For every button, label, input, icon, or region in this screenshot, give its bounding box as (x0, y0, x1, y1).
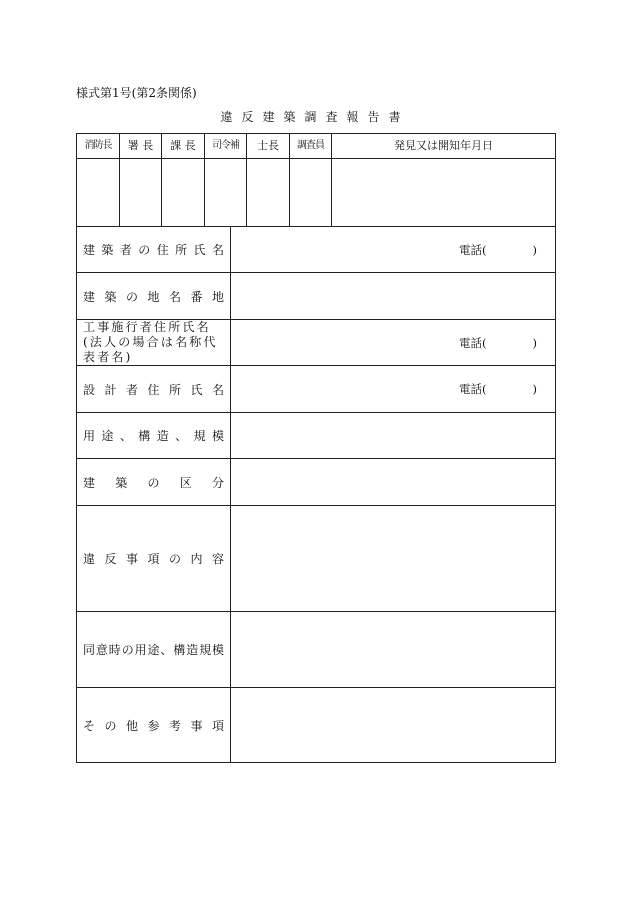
row-label: 用途、構造、規模 (77, 413, 231, 458)
phone-label: 電話( ) (459, 382, 537, 396)
approval-stamp-box[interactable] (205, 159, 246, 226)
discovery-date-label: 発見又は開知年月日 (332, 134, 555, 159)
approval-stamp-box[interactable] (162, 159, 204, 226)
approval-stamp-box[interactable] (290, 159, 331, 226)
approval-column-station-chief (120, 134, 162, 226)
row-use-structure-scale (77, 413, 555, 459)
row-label: 建築の地名番地 (77, 273, 231, 319)
discovery-date-column (332, 134, 555, 226)
row-approval-use-structure (77, 612, 555, 688)
builder-field[interactable] (231, 227, 555, 272)
approval-column-senior-firefighter (247, 134, 290, 226)
approval-label: 士長 (247, 134, 289, 159)
phone-label: 電話( ) (459, 242, 537, 257)
building-category-field[interactable] (231, 459, 555, 505)
row-violation-details (77, 506, 555, 612)
row-label: 設計者住所氏名 (77, 366, 231, 412)
row-contractor (77, 320, 555, 366)
row-label: 建築者の住所氏名 (77, 227, 231, 272)
row-label: 建築の区分 (77, 459, 231, 505)
violation-details-field[interactable] (231, 506, 555, 611)
approval-column-section-chief (162, 134, 205, 226)
designer-field[interactable] (231, 366, 555, 412)
row-designer (77, 366, 555, 413)
form-number: 様式第1号(第2条関係) (76, 86, 197, 100)
approval-table (76, 133, 556, 226)
approval-column-commander-assistant (205, 134, 247, 226)
row-other-notes (77, 688, 555, 762)
row-label: 工事施行者住所氏名(法人の場合は名称代表者名) (77, 320, 231, 365)
row-label: 違反事項の内容 (77, 506, 231, 611)
row-builder (77, 227, 555, 273)
phone-label: 電話( ) (459, 335, 537, 350)
row-label: 同意時の用途、構造規模 (77, 612, 231, 687)
site-address-field[interactable] (231, 273, 555, 319)
document-title: 違反建築調査報告書 (220, 110, 410, 124)
approval-column-fire-chief (77, 134, 120, 226)
approval-label: 署 長 (120, 134, 161, 159)
approval-stamp-box[interactable] (120, 159, 161, 226)
approval-use-structure-field[interactable] (231, 612, 555, 687)
row-site-address (77, 273, 555, 320)
report-table (76, 226, 556, 763)
contractor-field[interactable] (231, 320, 555, 365)
discovery-date-field[interactable] (332, 159, 555, 226)
row-label: その他参考事項 (77, 688, 231, 762)
row-building-category (77, 459, 555, 506)
approval-column-investigator (290, 134, 332, 226)
other-notes-field[interactable] (231, 688, 555, 762)
approval-label: 消防長 (77, 134, 119, 159)
approval-label: 司令補 (205, 134, 246, 159)
approval-stamp-box[interactable] (77, 159, 119, 226)
approval-label: 調査員 (290, 134, 331, 159)
use-structure-scale-field[interactable] (231, 413, 555, 458)
approval-label: 課 長 (162, 134, 204, 159)
approval-stamp-box[interactable] (247, 159, 289, 226)
